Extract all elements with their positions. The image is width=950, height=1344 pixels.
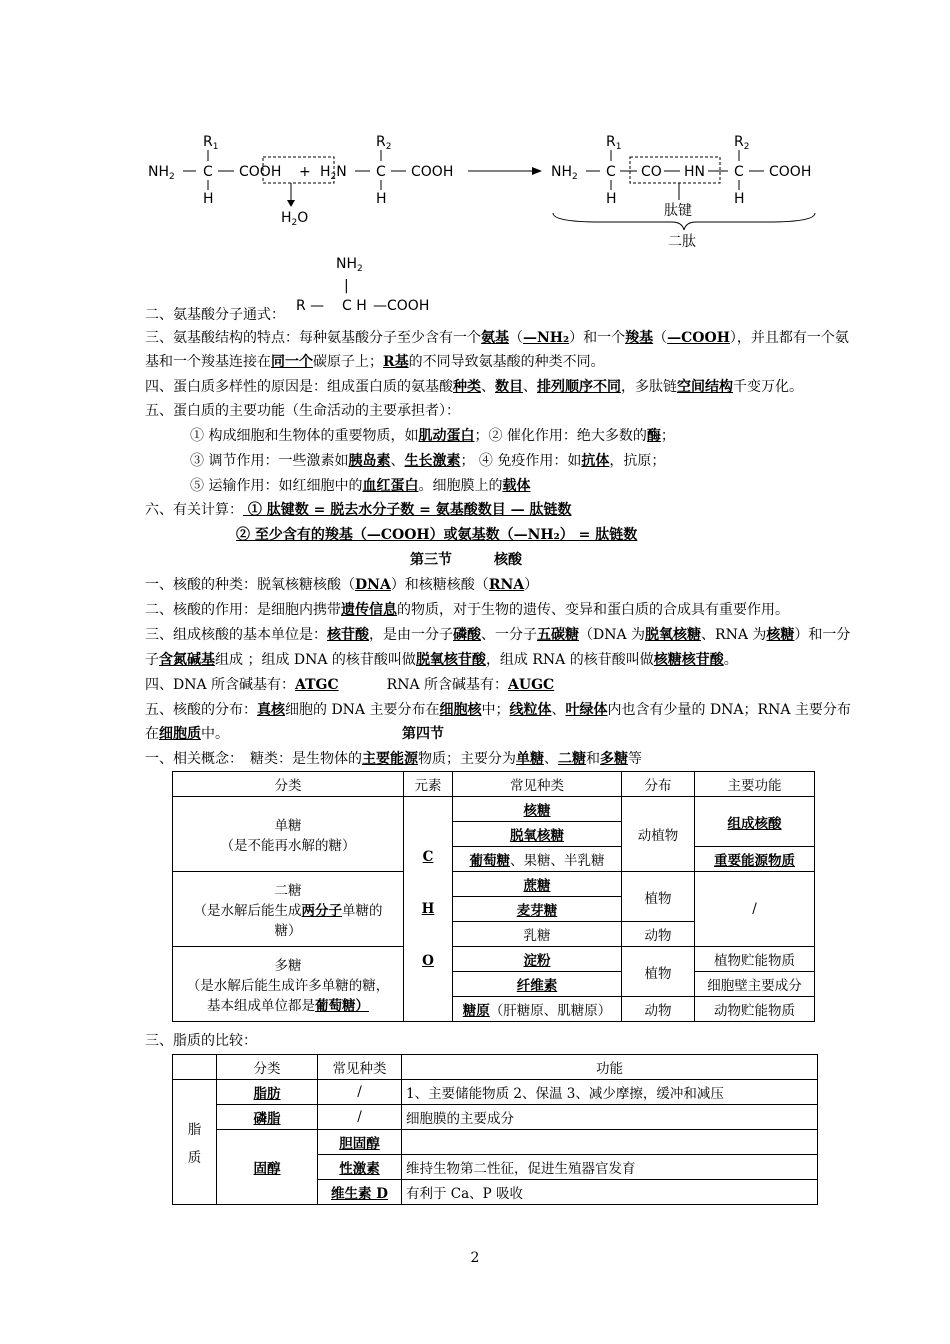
di-cell: 二糖 （是水解后能生成两分子单糖的 糖） — [173, 872, 404, 947]
water-label: $H_2O$ — [281, 210, 309, 228]
carbon-label-4: C — [734, 164, 744, 180]
gen-cooh: —COOH — [373, 298, 430, 314]
line-distribution: 五、核酸的分布：真核细胞的 DNA 主要分布在细胞核中；线粒体、叶绿体内也含有少量的 DNA；RNA 主要分布 — [145, 702, 851, 718]
line-function-2: ③ 调节作用：一些激素如胰岛素、生长激素； ④ 免疫作用：如抗体，抗原； — [190, 453, 666, 469]
gen-nh2: $NH_2$ — [336, 256, 363, 274]
r1-label-2: $R_1$ — [606, 134, 622, 152]
lipid-group: 脂 质 — [173, 1080, 217, 1205]
lipid-sex-hormone-function: 维持生物第二性征，促进生殖器官发育 — [402, 1155, 818, 1180]
line-calculation-1: 六、有关计算： ① 肽键数 = 脱去水分子数 = 氨基酸数目 — 肽链数 — [145, 502, 572, 518]
line-lipid-compare: 三、脂质的比较： — [145, 1033, 257, 1049]
kind-cellulose: 纤维素 — [453, 972, 622, 997]
header-kinds: 常见种类 — [453, 772, 622, 797]
section-4-title: 第四节 — [402, 726, 444, 742]
line-function-1: ① 构成细胞和生物体的重要物质，如肌动蛋白；② 催化作用：绝大多数的酶； — [190, 428, 675, 444]
r2-label-2: $R_2$ — [734, 134, 750, 152]
line-distribution-2: 在细胞质中。 — [145, 726, 229, 742]
lipid-fat-kinds: / — [318, 1080, 402, 1105]
peptide-bond-diagram — [0, 0, 950, 330]
r2-label: $R_2$ — [376, 134, 392, 152]
carbon-label-2: C — [376, 164, 386, 180]
line-function-3: ⑤ 运输作用：如红细胞中的血红蛋白。细胞膜上的载体 — [190, 478, 531, 494]
h-label-4: H — [734, 191, 745, 207]
peptide-bond-label: 肽键 — [664, 203, 692, 219]
lipid-sterol: 固醇 — [217, 1130, 318, 1205]
section-3-title: 第三节 核酸 — [410, 552, 522, 568]
lipid-fat: 脂肪 — [217, 1080, 318, 1105]
line-sugar-concept: 一、相关概念： 糖类：是生物体的主要能源物质；主要分为单糖、二糖和多糖等 — [145, 751, 642, 767]
poly-cell: 多糖 （是水解后能生成许多单糖的糖， 基本组成单位都是葡萄糖） — [173, 947, 404, 1022]
func-cellulose: 细胞壁主要成分 — [695, 972, 815, 997]
line-nucleic-unit: 三、组成核酸的基本单位是：核苷酸，是由一分子磷酸、一分子五碳糖（DNA 为脱氧核糖、RNA 为核糖）和一分 — [145, 627, 851, 643]
cooh-label-3: COOH — [769, 164, 812, 180]
header-distribution: 分布 — [622, 772, 695, 797]
nh2-label: $NH_2$ — [148, 164, 175, 182]
func-energy: 重要能源物质 — [695, 847, 815, 872]
lipid-cholesterol-function — [402, 1130, 818, 1155]
line-general-formula: 二、氨基酸分子通式： — [145, 307, 285, 323]
lipid-vitamin-d-function: 有利于 Ca、P 吸收 — [402, 1180, 818, 1205]
lipid-phospholipid-kinds: / — [318, 1105, 402, 1130]
sugar-table — [172, 771, 815, 1022]
dist-poly-plant: 植物 — [622, 947, 695, 997]
dist-di-plant: 植物 — [622, 872, 695, 922]
h-n-label: $H_2N$ — [320, 164, 347, 182]
lipid-vitamin-d: 维生素 D — [318, 1180, 402, 1205]
line-aa-features: 三、氨基酸结构的特点：每种氨基酸分子至少含有一个氨基（—NH₂）和一个羧基（—COOH），并且都有一个氨 — [145, 330, 849, 346]
lipid-header-category: 分类 — [217, 1055, 318, 1080]
kind-sucrose: 蔗糖 — [453, 872, 622, 897]
lipid-header-kinds: 常见种类 — [318, 1055, 402, 1080]
gen-r: R — — [296, 298, 325, 314]
kind-deoxyribose: 脱氧核糖 — [453, 822, 622, 847]
h-label-3: H — [606, 191, 617, 207]
lipid-sex-hormone: 性激素 — [318, 1155, 402, 1180]
cooh-label: COOH — [239, 164, 282, 180]
lipid-blank — [173, 1055, 217, 1080]
element-cell: C H O — [404, 797, 453, 1022]
kind-lactose: 乳糖 — [453, 922, 622, 947]
header-function: 主要功能 — [695, 772, 815, 797]
cooh-label-2: COOH — [411, 164, 454, 180]
dist-poly-animal: 动物 — [622, 997, 695, 1022]
line-protein-functions: 五、蛋白质的主要功能（生命活动的主要承担者）： — [145, 403, 460, 419]
h-label-2: H — [376, 191, 387, 207]
gen-bar: | — [344, 278, 349, 294]
co-label: CO — [641, 164, 662, 180]
line-bases: 四、DNA 所含碱基有：ATGC RNA 所含碱基有：AUGC — [145, 677, 555, 693]
carbon-label-3: C — [606, 164, 616, 180]
dist-mono: 动植物 — [622, 797, 695, 872]
lipid-cholesterol: 胆固醇 — [318, 1130, 402, 1155]
lipid-table — [172, 1054, 818, 1205]
func-nucleic: 组成核酸 — [695, 797, 815, 847]
line-calculation-2: ② 至少含有的羧基（—COOH）或氨基数（—NH₂） = 肽链数 — [236, 527, 638, 543]
header-category: 分类 — [173, 772, 404, 797]
kind-maltose: 麦芽糖 — [453, 897, 622, 922]
func-glycogen: 动物贮能物质 — [695, 997, 815, 1022]
line-nucleic-role: 二、核酸的作用：是细胞内携带遗传信息的物质，对于生物的遗传、变异和蛋白质的合成具有重要作用。 — [145, 602, 789, 618]
line-nucleic-unit-2: 子含氮碱基组成 ；组成 DNA 的核苷酸叫做脱氧核苷酸，组成 RNA 的核苷酸叫做核糖核苷酸。 — [145, 652, 738, 668]
mono-cell: 单糖 （是不能再水解的糖） — [173, 797, 404, 872]
line-protein-diversity: 四、蛋白质多样性的原因是：组成蛋白质的氨基酸种类、数目、排列顺序不同，多肽链空间结构千变万化。 — [145, 379, 803, 395]
func-starch: 植物贮能物质 — [695, 947, 815, 972]
func-di: / — [695, 872, 815, 947]
kind-glucose: 葡萄糖、果糖、半乳糖 — [453, 847, 622, 872]
header-element: 元素 — [404, 772, 453, 797]
gen-ch: C H — [342, 298, 367, 314]
h-label: H — [203, 191, 214, 207]
dist-di-animal: 动物 — [622, 922, 695, 947]
plus-sign: + — [299, 164, 311, 180]
carbon-label: C — [203, 164, 213, 180]
lipid-phospholipid: 磷脂 — [217, 1105, 318, 1130]
dipeptide-label: 二肽 — [668, 234, 696, 250]
page-number: 2 — [470, 1250, 480, 1266]
r1-label: $R_1$ — [203, 134, 219, 152]
kind-glycogen: 糖原（肝糖原、肌糖原） — [453, 997, 622, 1022]
nh2-label-3: $NH_2$ — [551, 164, 578, 182]
lipid-header-function: 功能 — [402, 1055, 818, 1080]
kind-starch: 淀粉 — [453, 947, 622, 972]
line-nucleic-types: 一、核酸的种类：脱氧核糖核酸（DNA）和核糖核酸（RNA） — [145, 577, 539, 593]
kind-ribose: 核糖 — [453, 797, 622, 822]
lipid-phospholipid-function: 细胞膜的主要成分 — [402, 1105, 818, 1130]
line-aa-features-2: 基和一个羧基连接在同一个碳原子上；R基的不同导致氨基酸的种类不同。 — [145, 354, 605, 370]
hn-label: HN — [684, 164, 705, 180]
lipid-fat-function: 1、主要储能物质 2、保温 3、减少摩擦，缓冲和减压 — [402, 1080, 818, 1105]
